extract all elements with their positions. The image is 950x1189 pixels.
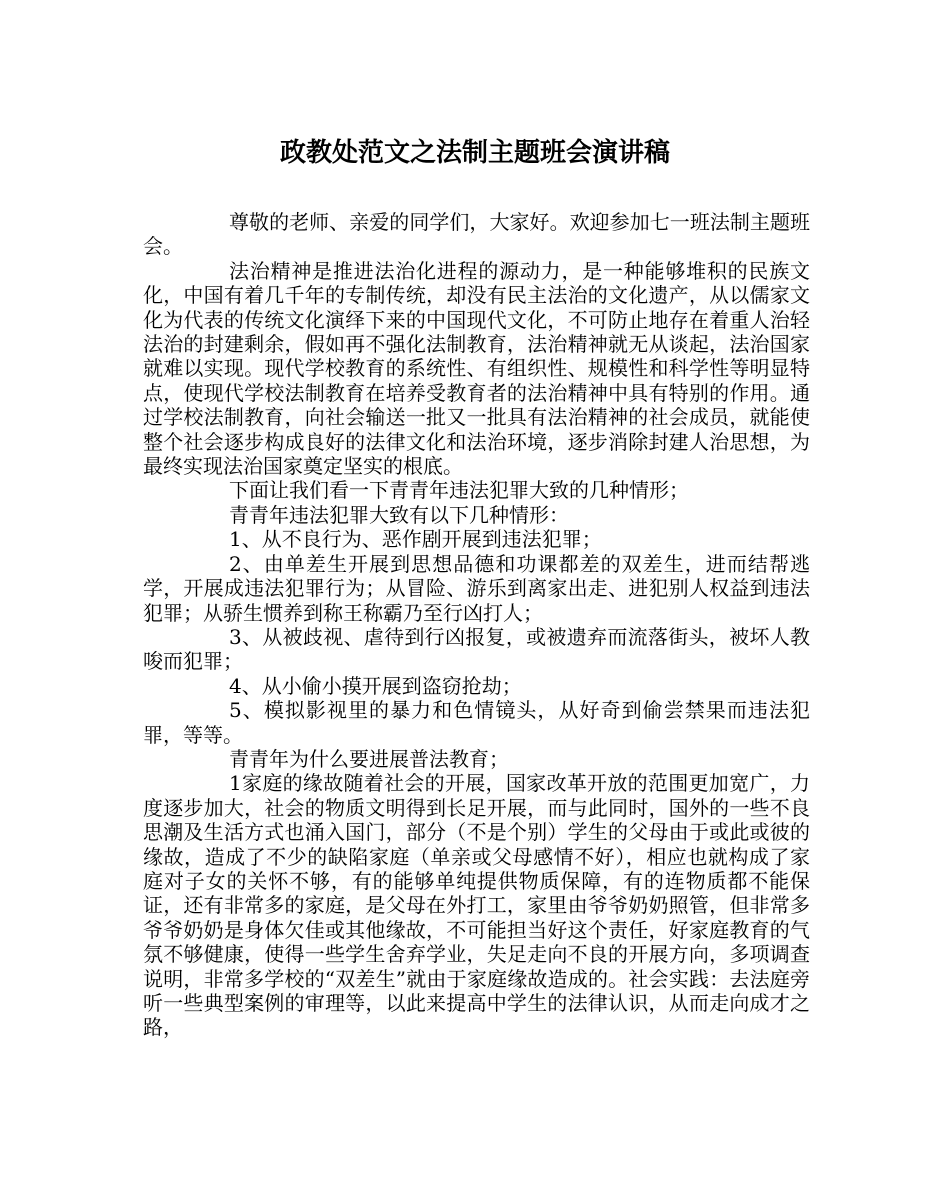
paragraph: 青青年为什么要进展普法教育； bbox=[229, 746, 509, 771]
list-item: 5、模拟影视里的暴力和色情镜头，从好奇到偷尝禁果而违法犯罪，等等。 bbox=[143, 698, 810, 747]
document-body bbox=[143, 210, 810, 1040]
list-item: 4、从小偷小摸开展到盗窃抢劫； bbox=[229, 673, 522, 698]
paragraph: 青青年违法犯罪大致有以下几种情形： bbox=[229, 502, 569, 527]
paragraph: 尊敬的老师、亲爱的同学们，大家好。欢迎参加七一班法制主题班会。 bbox=[143, 210, 810, 259]
document-title: 政教处范文之法制主题班会演讲稿 bbox=[279, 138, 670, 168]
list-item: 1、从不良行为、恶作剧开展到违法犯罪； bbox=[229, 527, 602, 552]
list-item: 3、从被歧视、虐待到行凶报复，或被遗弃而流落街头，被坏人教唆而犯罪； bbox=[143, 624, 810, 674]
paragraph: 下面让我们看一下青青年违法犯罪大致的几种情形； bbox=[229, 478, 689, 503]
list-item: 2、由单差生开展到思想品德和功课都差的双差生，进而结帮逃学，开展成违法犯罪行为；从冒险、游乐到离家出走、进犯别人权益到违法犯罪；从骄生惯养到称王称霸乃至行凶打人； bbox=[143, 551, 810, 625]
paragraph: 1家庭的缘故随着社会的开展，国家改革开放的范围更加宽广，力度逐步加大，社会的物质文明得到长足开展，而与此同时，国外的一些不良思潮及生活方式也涌入国门，部分（不是个别）学生的父母由于或此或彼的缘故，造成了不少的缺陷家庭（单亲或父母感情不好），相应也就构成了家庭对子女的关怀不够，有的能够单纯提供物质保障，有的连物质都不能保证，还有非常多的家庭，是父母在外打工，家里由爷爷奶奶照管，但非常多爷爷奶奶是身体欠佳或其他缘故，不可能担当好这个责任，好家庭教育的气氛不够健康，使得一些学生舍弃学业，失足走向不良的开展方向，多项调查说明，非常多学校的“双差生”就由于家庭缘故造成的。社会实践：去法庭旁听一些典型案例的审理等，以此来提高中学生的法律认识，从而走向成才之路， bbox=[143, 771, 810, 1040]
paragraph: 法治精神是推进法治化进程的源动力，是一种能够堆积的民族文化，中国有着几千年的专制传统，却没有民主法治的文化遗产，从以儒家文化为代表的传统文化演绎下来的中国现代文化，不可防止地存在着重人治轻法治的封建剩余，假如再不强化法制教育，法治精神就无从谈起，法治国家就难以实现。现代学校教育的系统性、有组织性、规模性和科学性等明显特点，使现代学校法制教育在培养受教育者的法治精神中具有特别的作用。通过学校法制教育，向社会输送一批又一批具有法治精神的社会成员，就能使整个社会逐步构成良好的法律文化和法治环境，逐步消除封建人治思想，为最终实现法治国家奠定坚实的根底。 bbox=[143, 258, 810, 479]
